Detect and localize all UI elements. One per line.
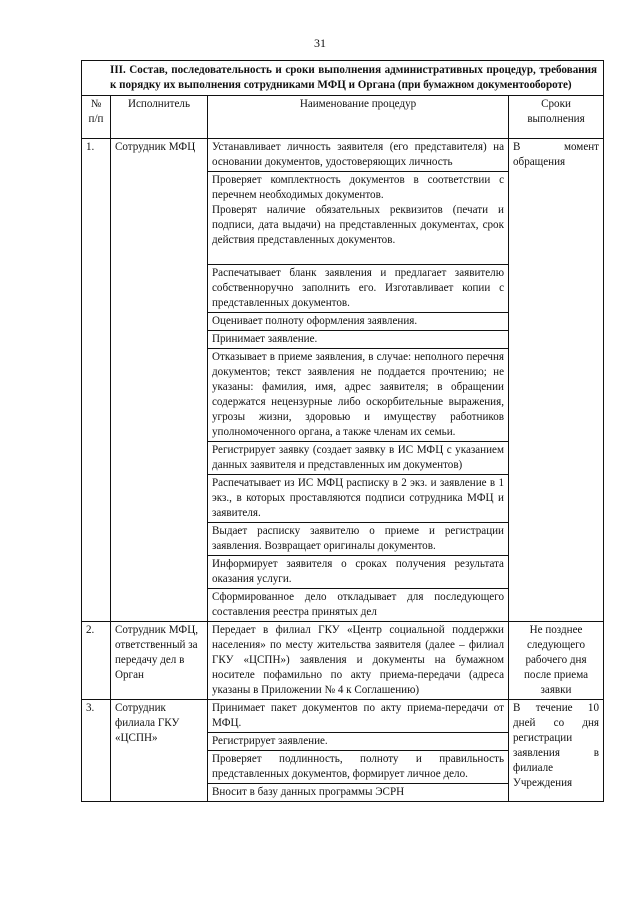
- row-number: 1.: [82, 139, 111, 622]
- row-term: В момент обращения: [509, 139, 604, 622]
- table-row: [82, 700, 604, 733]
- procedure-cell: Вносит в базу данных программы ЭСРН: [208, 784, 509, 802]
- header-term: Сроки выполнения: [509, 96, 604, 139]
- row-term: В течение 10 дней со дня регистрации заявления в филиале Учреждения: [509, 700, 604, 802]
- row-executor: Сотрудник МФЦ, ответственный за передачу дел в Орган: [111, 622, 208, 700]
- header-procedure: Наименование процедур: [208, 96, 509, 139]
- procedure-cell: Проверяет подлинность, полноту и правильность представленных документов, формирует личное дело.: [208, 751, 509, 784]
- row-term: Не позднее следующего рабочего дня после приема заявки: [509, 622, 604, 700]
- procedure-cell: Сформированное дело откладывает для последующего составления реестра принятых дел: [208, 589, 509, 622]
- procedure-cell: Информирует заявителя о сроках получения результата оказания услуги.: [208, 556, 509, 589]
- table-header-row: [82, 96, 604, 139]
- row-executor: Сотрудник МФЦ: [111, 139, 208, 622]
- procedure-cell: Принимает заявление.: [208, 331, 509, 349]
- procedure-cell: Распечатывает бланк заявления и предлагает заявителю собственноручно заполнить его. Изготавливает копии с представленных документов.: [208, 265, 509, 313]
- header-executor: Исполнитель: [111, 96, 208, 139]
- procedure-cell: Устанавливает личность заявителя (его представителя) на основании документов, удостоверяющих личность: [208, 139, 509, 172]
- procedure-text: Проверяет комплектность документов в соответствии с перечнем необходимых документов. Проверят наличие обязательных реквизитов (печати и подписи, дата выдачи) на представленных документах, срок действия представленных документов.: [212, 174, 504, 246]
- procedure-cell: Передает в филиал ГКУ «Центр социальной поддержки населения» по месту жительства заявителя (далее – филиал ГКУ «ЦСПН») заявления и документы на бумажном носителе пофамильно по акту приема-передачи (адреса указаны в Приложении № 4 к Соглашению): [208, 622, 509, 700]
- row-number: 3.: [82, 700, 111, 802]
- procedure-cell: Принимает пакет документов по акту приема-передачи от МФЦ.: [208, 700, 509, 733]
- table-row: [82, 622, 604, 700]
- procedure-cell: [208, 172, 509, 265]
- procedure-cell: Выдает расписку заявителю о приеме и регистрации заявления. Возвращает оригиналы документов.: [208, 523, 509, 556]
- procedure-cell: Регистрирует заявление.: [208, 733, 509, 751]
- table-row: [82, 139, 604, 172]
- procedure-cell: Распечатывает из ИС МФЦ расписку в 2 экз. и заявление в 1 экз., в которых проставляются подписи сотрудника МФЦ и заявителя.: [208, 475, 509, 523]
- procedure-cell: Отказывает в приеме заявления, в случае: неполного перечня документов; текст заявления не поддается прочтению; не указаны: фамилия, имя, адрес заявителя; в обращении содержатся нецензурные либо оскорбительные выражения, угрозы жизни, здоровью и имуществу работников уполномоченного органа, а также членам их семьи.: [208, 349, 509, 442]
- row-number: 2.: [82, 622, 111, 700]
- row-executor: Сотрудник филиала ГКУ «ЦСПН»: [111, 700, 208, 802]
- page-number: 31: [314, 36, 326, 50]
- procedure-cell: Регистрирует заявку (создает заявку в ИС МФЦ с указанием данных заявителя и представленных им документов): [208, 442, 509, 475]
- section-title: III. Состав, последовательность и сроки выполнения административных процедур, требования к порядку их выполнения сотрудниками МФЦ и Органа (при бумажном документообороте): [82, 61, 604, 96]
- header-num: № п/п: [82, 96, 111, 139]
- procedures-table: [81, 60, 604, 802]
- procedure-cell: Оценивает полноту оформления заявления.: [208, 313, 509, 331]
